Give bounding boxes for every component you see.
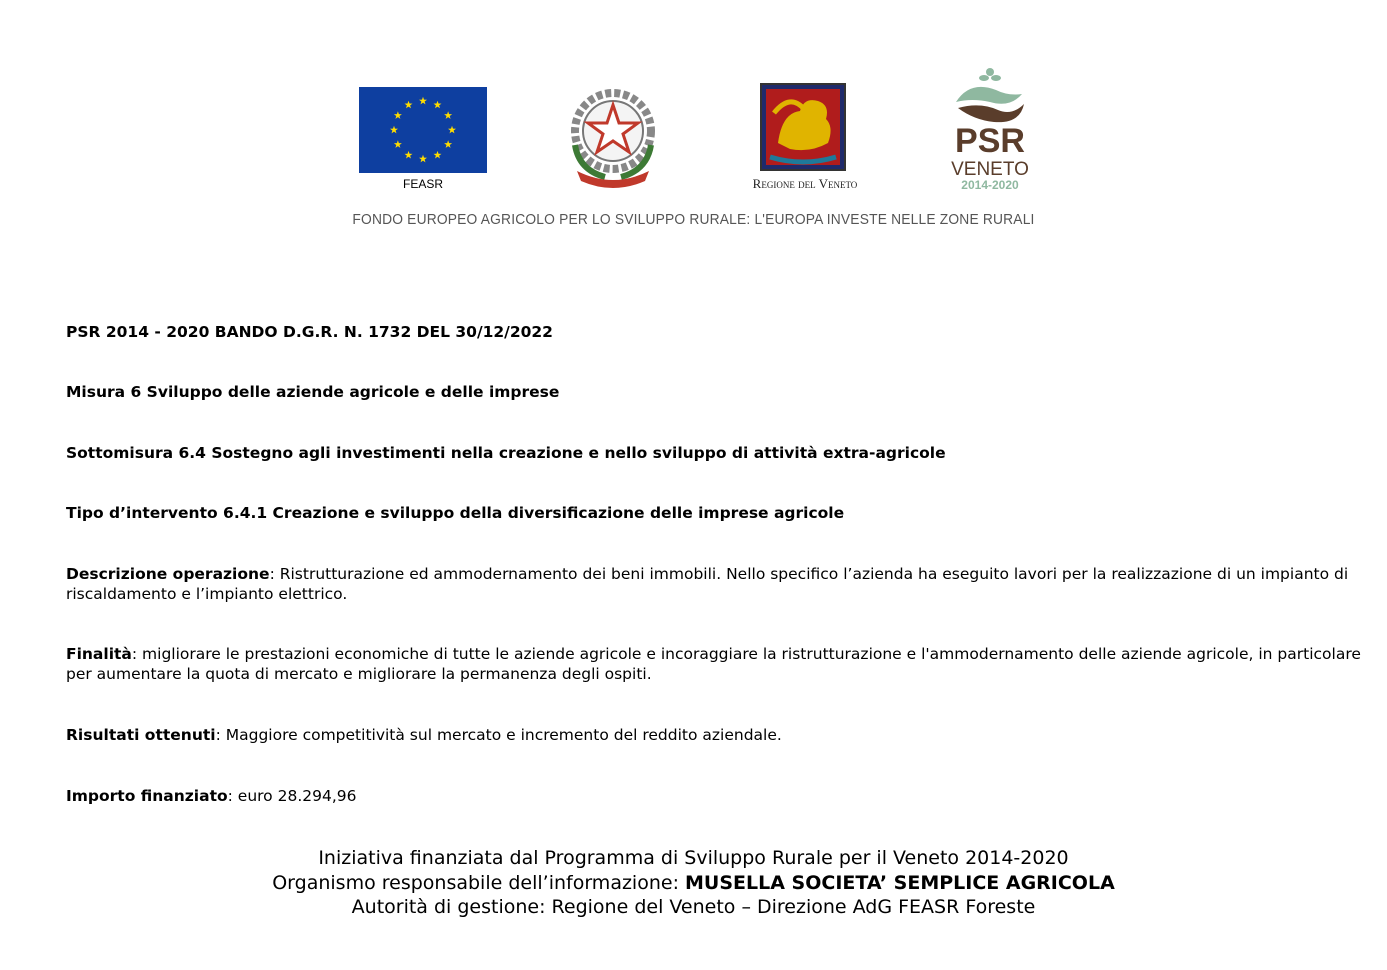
psr-subtitle: VENETO: [951, 159, 1029, 180]
regione-veneto-logo: [760, 83, 846, 171]
descrizione-text: : Ristrutturazione ed ammodernamento dei beni immobili. Nello specifico l’azienda ha eseguito lavori per la realizzazione di un impianto di riscaldamento e l’impianto elettrico.: [66, 565, 1349, 603]
finalita-paragraph: [66, 644, 1366, 684]
lion-of-saint-mark-icon: [760, 83, 846, 171]
footer-organization: MUSELLA SOCIETA’ SEMPLICE AGRICOLA: [685, 871, 1115, 894]
psr-hands-icon: [950, 68, 1030, 196]
tipo-intervento-heading: Tipo d’intervento 6.4.1 Creazione e sviluppo della diversificazione delle imprese agricole: [66, 504, 845, 522]
footer-line-1: Iniziativa finanziata dal Programma di Sviluppo Rurale per il Veneto 2014-2020: [318, 847, 1069, 869]
importo-text: : euro 28.294,96: [227, 787, 357, 805]
eu-flag-icon: [359, 87, 487, 173]
italian-republic-emblem: [565, 85, 661, 189]
footer-info: [0, 846, 1387, 920]
veneto-caption: Regione del Veneto: [752, 176, 858, 191]
descrizione-label: Descrizione operazione: [66, 565, 270, 583]
finalita-text: : migliorare le prestazioni economiche di tutte le aziende agricole e incoraggiare la ristrutturazione e l'ammodernamento delle aziende agricole, in particolare per aumentare la quota di mercato e migliorare la permanenza degli ospiti.: [66, 645, 1361, 683]
risultati-text: : Maggiore competitività sul mercato e incremento del reddito aziendale.: [215, 726, 782, 744]
logo-banner: [0, 0, 1387, 240]
psr-years: 2014-2020: [961, 178, 1019, 192]
feasr-tagline: FONDO EUROPEO AGRICOLO PER LO SVILUPPO RURALE: L'EUROPA INVESTE NELLE ZONE RURALI: [352, 211, 1035, 228]
importo-label: Importo finanziato: [66, 787, 228, 805]
sottomisura-heading: Sottomisura 6.4 Sostegno agli investimenti nella creazione e nello sviluppo di attività extra-agricole: [66, 444, 946, 462]
descrizione-paragraph: [66, 564, 1366, 604]
finalita-label: Finalità: [66, 645, 132, 663]
importo-paragraph: [66, 786, 1366, 806]
bando-heading: PSR 2014 - 2020 BANDO D.G.R. N. 1732 DEL 30/12/2022: [66, 323, 553, 341]
footer-line-2: [0, 871, 1387, 896]
footer-line-3: Autorità di gestione: Regione del Veneto – Direzione AdG FEASR Foreste: [351, 896, 1036, 918]
psr-veneto-logo: [950, 68, 1030, 196]
risultati-paragraph: [66, 725, 1366, 745]
psr-title: PSR: [955, 122, 1025, 160]
emblem-icon: [565, 85, 661, 189]
eu-flag-logo: [359, 87, 487, 173]
footer-line-2-prefix: Organismo responsabile dell’informazione:: [272, 871, 686, 894]
misura-heading: Misura 6 Sviluppo delle aziende agricole e delle imprese: [66, 383, 560, 401]
eu-caption: FEASR: [402, 177, 443, 191]
risultati-label: Risultati ottenuti: [66, 726, 216, 744]
